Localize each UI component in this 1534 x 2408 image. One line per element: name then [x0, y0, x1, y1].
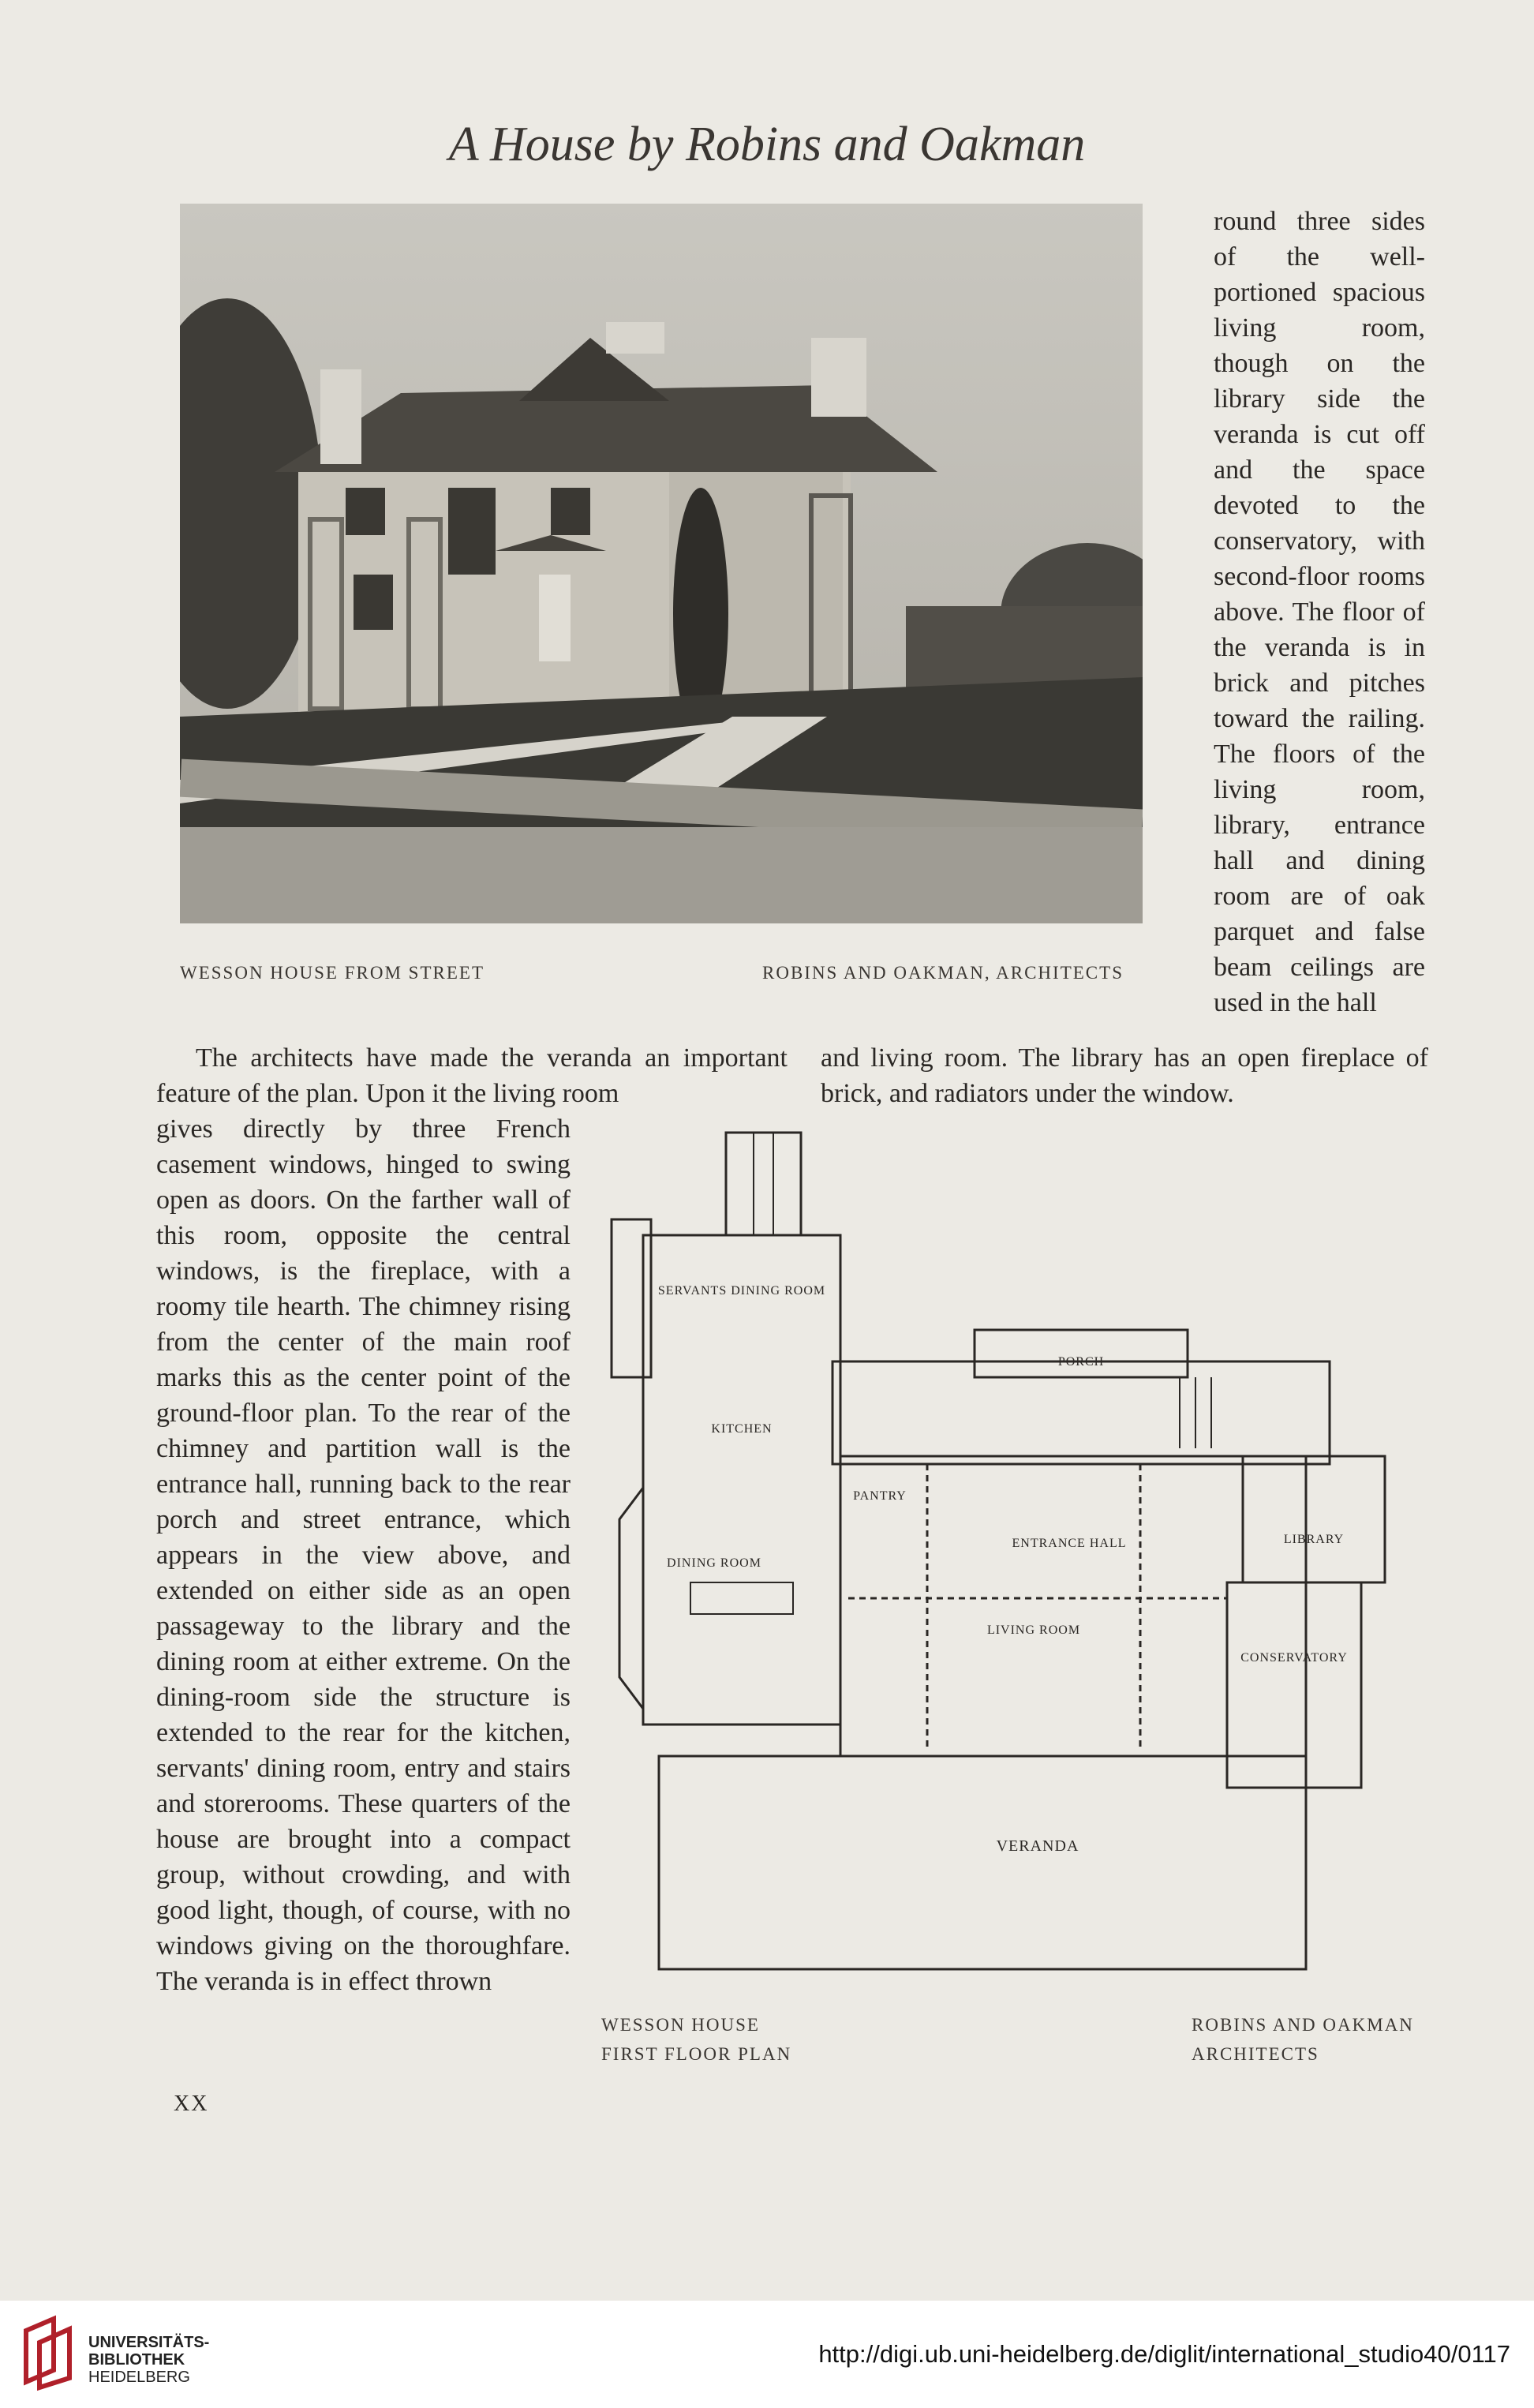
label-veranda: VERANDA	[996, 1837, 1079, 1855]
plan-caption-left-1: WESSON HOUSE	[601, 2015, 760, 2035]
mid-right-paragraph: and living room. The library has an open fireplace of brick, and radiators under the window.	[821, 1043, 1428, 1108]
right-column-paragraph: round three sides of the well-portioned spacious living room, though on the library side the veranda is cut off and the space devoted to the conservatory, with second-floor rooms above. The floor of the veranda is in brick and pitches toward the railing. The floors of the living room, library, entrance hall and dining room are of oak parquet and false beam ceilings are used in the hall	[1214, 207, 1425, 1017]
running-title: A House by Robins and Oakman	[448, 118, 1086, 171]
page-folio: XX	[174, 2092, 209, 2116]
floor-plan	[596, 1125, 1432, 1993]
plan-caption-right-2: ARCHITECTS	[1192, 2044, 1319, 2064]
library-footer	[0, 2301, 1534, 2408]
logo-line-2: BIBLIOTHEK	[88, 2351, 185, 2369]
label-servants: SERVANTS DINING ROOM	[657, 1284, 826, 1298]
mid-right-text	[821, 1040, 1428, 1111]
photo-caption-right: ROBINS AND OAKMAN, ARCHITECTS	[762, 963, 1124, 983]
label-dining: DINING ROOM	[667, 1556, 761, 1570]
label-living: LIVING ROOM	[986, 1623, 1081, 1637]
source-url-link[interactable]: http://digi.ub.uni-heidelberg.de/diglit/international_studio40/0117	[818, 2340, 1510, 2368]
plan-caption-left-2: FIRST FLOOR PLAN	[601, 2044, 792, 2064]
mid-left-paragraph: The architects have made the veranda an important feature of the plan. Upon it the living room	[156, 1043, 788, 1108]
house-photograph	[180, 204, 1143, 923]
logo-line-1: UNIVERSITÄTS-	[88, 2334, 210, 2351]
label-pantry: PANTRY	[853, 1489, 907, 1503]
label-porch: PORCH	[1057, 1355, 1105, 1369]
label-conservatory: CONSERVATORY	[1240, 1651, 1348, 1665]
logo-line-3: HEIDELBERG	[88, 2369, 190, 2386]
right-column-text	[1214, 204, 1425, 1020]
library-logo-text	[88, 2334, 209, 2386]
label-entrance: ENTRANCE HALL	[1012, 1537, 1127, 1550]
plan-caption-right-1: ROBINS AND OAKMAN	[1192, 2015, 1414, 2035]
library-logo-icon	[14, 2315, 89, 2394]
mid-left-text	[156, 1040, 788, 1111]
label-library: LIBRARY	[1283, 1533, 1345, 1546]
photo-caption-left: WESSON HOUSE FROM STREET	[180, 963, 485, 983]
left-column-text	[156, 1111, 571, 1999]
label-kitchen: KITCHEN	[711, 1422, 773, 1436]
left-column-paragraph: gives directly by three French casement windows, hinged to swing open as doors. On the farther wall of this room, opposite the central windows, is the fireplace, with a roomy tile hearth. The chimney rising from the center of the main roof marks this as the center point of the ground-floor plan. To the rear of the chimney and partition wall is the entrance hall, running back to the rear porch and street entrance, which appears in the view above, and extended on either side as an open passageway to the library and the dining room at either extreme. On the dining-room side the structure is extended to the rear for the kitchen, servants' dining room, entry and stairs and storerooms. These quarters of the house are brought into a compact group, without crowding, and with good light, though, of course, with no windows giving on the thoroughfare. The veranda is in effect thrown	[156, 1114, 571, 1996]
